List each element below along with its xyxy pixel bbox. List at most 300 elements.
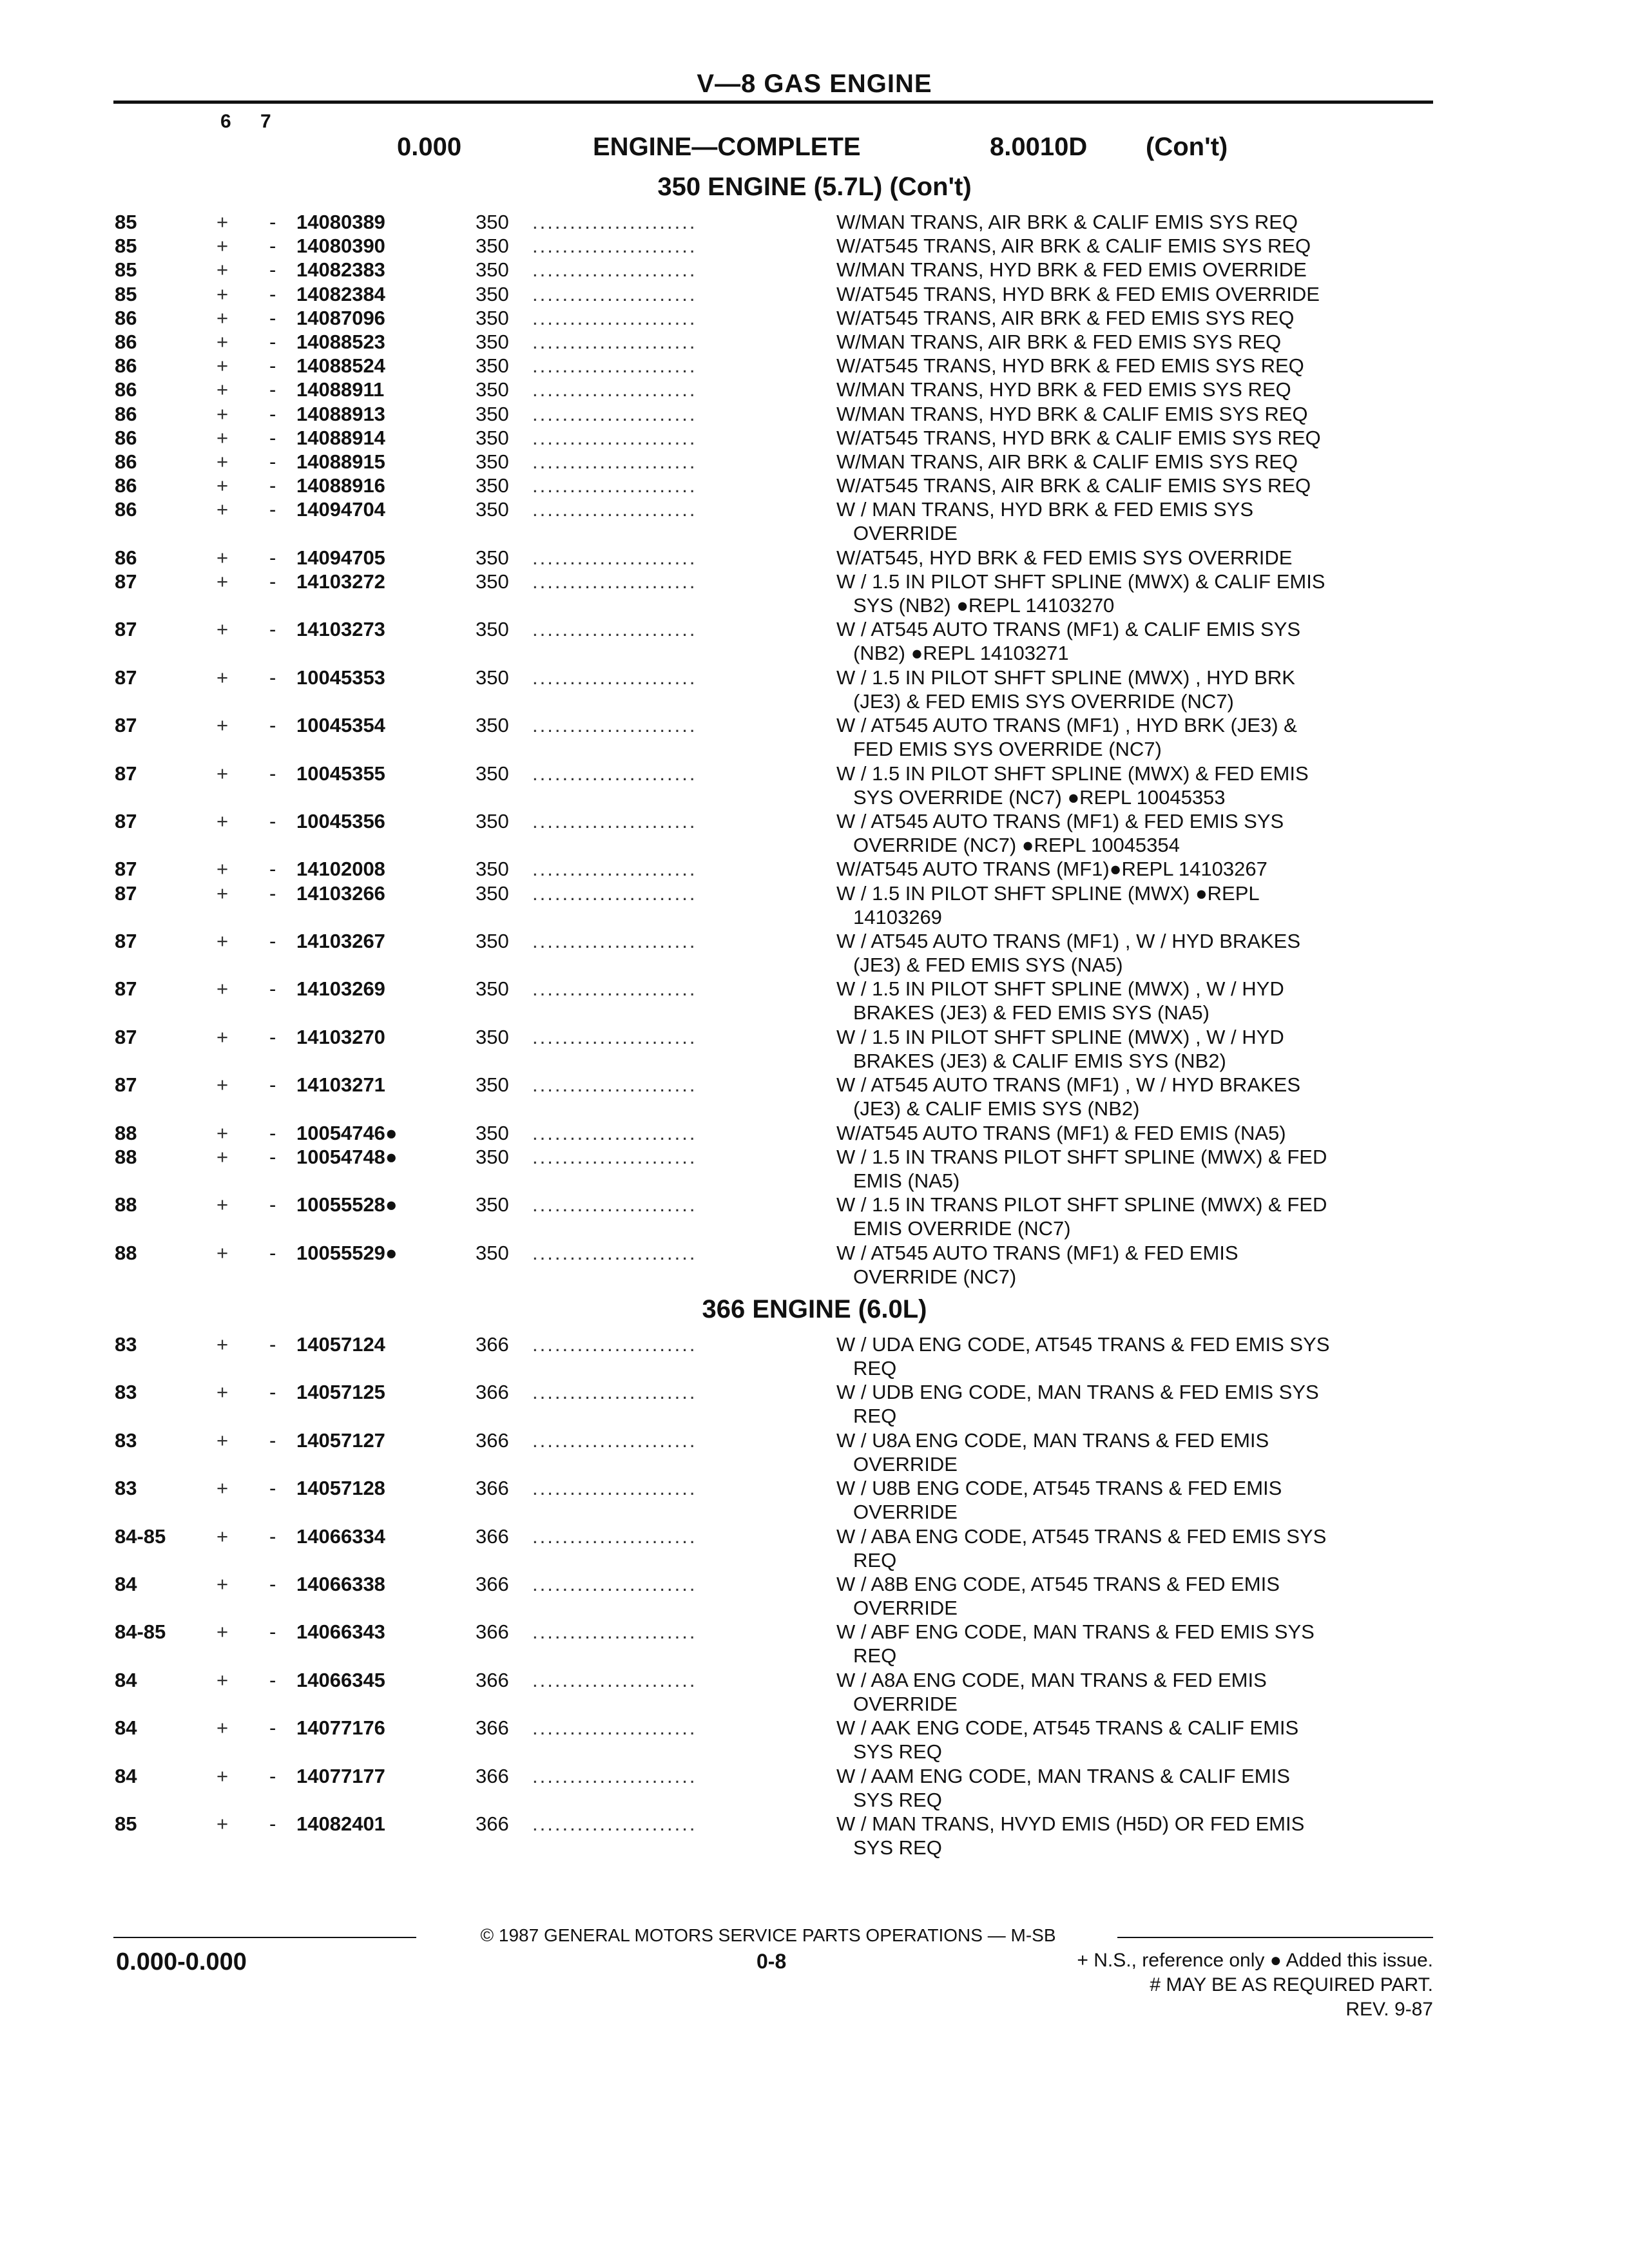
- engine-size: 350: [476, 1025, 509, 1048]
- dash: -: [269, 1524, 276, 1548]
- description-line-2: OVERRIDE: [853, 1597, 958, 1619]
- model-year: 88: [115, 1121, 137, 1144]
- description-line-1: W / ABA ENG CODE, AT545 TRANS & FED EMIS SYS: [836, 1524, 1327, 1548]
- part-number: 10054748●: [296, 1145, 398, 1168]
- description: [836, 258, 1436, 282]
- engine-size: 350: [476, 211, 509, 233]
- reference-mark: +: [217, 1121, 229, 1144]
- description-line-1: W / U8B ENG CODE, AT545 TRANS & FED EMIS: [836, 1477, 1282, 1500]
- part-number: 14088523: [296, 331, 385, 353]
- parts-row: [0, 666, 1629, 713]
- leader-dots: ......................: [532, 235, 697, 258]
- dash: -: [269, 474, 276, 497]
- group-name: ENGINE—COMPLETE: [593, 133, 861, 161]
- description-line-1: W/MAN TRANS, AIR BRK & CALIF EMIS SYS REQ: [836, 450, 1298, 473]
- parts-row: [0, 1524, 1629, 1572]
- leader-dots: ......................: [532, 858, 697, 881]
- dash: -: [269, 354, 276, 378]
- description: [836, 306, 1436, 330]
- description: [836, 1121, 1436, 1145]
- dash: -: [269, 810, 276, 832]
- leader-dots: ......................: [532, 426, 697, 449]
- part-number: 14103271: [296, 1073, 385, 1097]
- engine-size: 366: [476, 1381, 509, 1404]
- part-number: 10045353: [296, 666, 385, 689]
- dash: -: [269, 378, 276, 401]
- description-line-2: SYS REQ: [853, 1788, 942, 1811]
- part-number: 14088913: [296, 402, 385, 425]
- leader-dots: ......................: [532, 1764, 697, 1787]
- parts-row: [0, 1668, 1629, 1716]
- leader-dots: ......................: [532, 498, 697, 521]
- leader-dots: ......................: [532, 474, 697, 497]
- model-year: 86: [115, 450, 137, 473]
- dash: -: [269, 1428, 276, 1452]
- reference-mark: +: [217, 714, 229, 737]
- description-line-2: OVERRIDE: [853, 1501, 958, 1524]
- part-number: 14057125: [296, 1381, 385, 1404]
- column-number-6: 6: [220, 111, 231, 132]
- engine-size: 350: [476, 282, 509, 305]
- engine-size: 350: [476, 354, 509, 378]
- dash: -: [269, 450, 276, 473]
- dash: -: [269, 666, 276, 689]
- description: [836, 1145, 1436, 1193]
- description: [836, 570, 1436, 617]
- description-line-1: W / ABF ENG CODE, MAN TRANS & FED EMIS SYS: [836, 1620, 1315, 1644]
- description: [836, 546, 1436, 570]
- model-year: 83: [115, 1381, 137, 1404]
- leader-dots: ......................: [532, 1073, 697, 1097]
- model-year: 86: [115, 402, 137, 425]
- description-line-1: W / 1.5 IN PILOT SHFT SPLINE (MWX) & FED EMIS: [836, 762, 1309, 785]
- leader-dots: ......................: [532, 1477, 697, 1500]
- reference-mark: +: [217, 306, 229, 329]
- part-number: 14080389: [296, 211, 385, 233]
- dash: -: [269, 1716, 276, 1740]
- reference-mark: +: [217, 354, 229, 378]
- description-line-2: BRAKES (JE3) & FED EMIS SYS (NA5): [853, 1001, 1210, 1024]
- parts-row: [0, 1380, 1629, 1428]
- engine-size: 366: [476, 1668, 509, 1691]
- footer-note-required: # MAY BE AS REQUIRED PART.: [1150, 1974, 1433, 1995]
- description-line-1: W / AT545 AUTO TRANS (MF1) & CALIF EMIS SYS: [836, 618, 1301, 641]
- model-year: 87: [115, 570, 137, 593]
- description-line-2: REQ: [853, 1548, 897, 1571]
- reference-mark: +: [217, 1524, 229, 1548]
- parts-row: [0, 1193, 1629, 1240]
- catalog-number: 8.0010D: [990, 133, 1088, 161]
- leader-dots: ......................: [532, 331, 697, 353]
- parts-row: [0, 762, 1629, 809]
- engine-size: 366: [476, 1524, 509, 1548]
- model-year: 87: [115, 930, 137, 952]
- model-year: 84-85: [115, 1620, 166, 1644]
- reference-mark: +: [217, 282, 229, 305]
- description-line-2: SYS OVERRIDE (NC7) ●REPL 10045353: [853, 785, 1226, 809]
- description: [836, 1380, 1436, 1428]
- description-line-1: W / A8B ENG CODE, AT545 TRANS & FED EMIS: [836, 1573, 1280, 1595]
- description: [836, 1476, 1436, 1524]
- description: [836, 617, 1436, 665]
- leader-dots: ......................: [532, 618, 697, 641]
- model-year: 86: [115, 354, 137, 378]
- description-line-2: SYS REQ: [853, 1740, 942, 1763]
- parts-row: [0, 1476, 1629, 1524]
- leader-dots: ......................: [532, 1668, 697, 1691]
- engine-size: 350: [476, 331, 509, 353]
- description-line-1: W/MAN TRANS, AIR BRK & FED EMIS SYS REQ: [836, 331, 1282, 353]
- part-number: 10055528●: [296, 1193, 398, 1216]
- footer-note-reference: + N.S., reference only ● Added this issue.: [1077, 1950, 1433, 1971]
- part-number: 14066343: [296, 1620, 385, 1644]
- reference-mark: +: [217, 930, 229, 952]
- model-year: 85: [115, 235, 137, 258]
- description-line-1: W / AT545 AUTO TRANS (MF1) , HYD BRK (JE3) &: [836, 714, 1297, 737]
- reference-mark: +: [217, 211, 229, 233]
- reference-mark: +: [217, 498, 229, 521]
- model-year: 85: [115, 211, 137, 233]
- reference-mark: +: [217, 977, 229, 1001]
- description: [836, 282, 1436, 306]
- dash: -: [269, 1193, 276, 1216]
- dash: -: [269, 977, 276, 1001]
- description: [836, 1193, 1436, 1240]
- part-number: 14082384: [296, 282, 385, 305]
- part-number: 14094704: [296, 498, 385, 521]
- description-line-1: W / AT545 AUTO TRANS (MF1) , W / HYD BRAKES: [836, 930, 1301, 952]
- page-title: V—8 GAS ENGINE: [697, 70, 932, 98]
- leader-dots: ......................: [532, 1812, 697, 1835]
- leader-dots: ......................: [532, 762, 697, 785]
- description: [836, 354, 1436, 378]
- description-line-2: SYS (NB2) ●REPL 14103270: [853, 594, 1115, 617]
- description-line-1: W / 1.5 IN PILOT SHFT SPLINE (MWX) ●REPL: [836, 881, 1260, 905]
- description: [836, 666, 1436, 713]
- model-year: 88: [115, 1241, 137, 1264]
- description-line-2: SYS REQ: [853, 1836, 942, 1859]
- description-line-1: W / AAM ENG CODE, MAN TRANS & CALIF EMIS: [836, 1764, 1290, 1787]
- parts-row: [0, 1073, 1629, 1120]
- dash: -: [269, 881, 276, 905]
- reference-mark: +: [217, 474, 229, 497]
- parts-row: [0, 1332, 1629, 1380]
- engine-size: 350: [476, 402, 509, 425]
- dash: -: [269, 1668, 276, 1691]
- description-line-1: W / AT545 AUTO TRANS (MF1) & FED EMIS SYS: [836, 810, 1284, 832]
- part-number: 14077177: [296, 1764, 385, 1787]
- part-number: 14082401: [296, 1812, 385, 1835]
- dash: -: [269, 426, 276, 449]
- model-year: 83: [115, 1477, 137, 1500]
- description: [836, 402, 1436, 426]
- description-line-2: REQ: [853, 1357, 897, 1379]
- reference-mark: +: [217, 331, 229, 353]
- engine-size: 350: [476, 498, 509, 521]
- part-number: 10045355: [296, 762, 385, 785]
- model-year: 86: [115, 306, 137, 329]
- leader-dots: ......................: [532, 1573, 697, 1595]
- part-number: 14057124: [296, 1333, 385, 1356]
- dash: -: [269, 211, 276, 233]
- part-number: 14088914: [296, 426, 385, 449]
- engine-size: 350: [476, 474, 509, 497]
- dash: -: [269, 1812, 276, 1835]
- leader-dots: ......................: [532, 570, 697, 593]
- model-year: 84: [115, 1716, 137, 1740]
- reference-mark: +: [217, 1573, 229, 1595]
- engine-size: 350: [476, 1241, 509, 1264]
- leader-dots: ......................: [532, 1333, 697, 1356]
- engine-size: 350: [476, 930, 509, 952]
- description-line-1: W / AAK ENG CODE, AT545 TRANS & CALIF EMIS: [836, 1716, 1299, 1740]
- dash: -: [269, 1121, 276, 1144]
- reference-mark: +: [217, 1716, 229, 1740]
- dash: -: [269, 1573, 276, 1595]
- reference-mark: +: [217, 1025, 229, 1048]
- dash: -: [269, 930, 276, 952]
- parts-row: [0, 1812, 1629, 1860]
- model-year: 84: [115, 1764, 137, 1787]
- leader-dots: ......................: [532, 666, 697, 689]
- model-year: 84-85: [115, 1524, 166, 1548]
- reference-mark: +: [217, 666, 229, 689]
- description-line-1: W / MAN TRANS, HYD BRK & FED EMIS SYS: [836, 498, 1254, 521]
- engine-size: 350: [476, 306, 509, 329]
- parts-row: [0, 1572, 1629, 1620]
- dash: -: [269, 498, 276, 521]
- description-line-1: W / AT545 AUTO TRANS (MF1) , W / HYD BRAKES: [836, 1073, 1301, 1097]
- leader-dots: ......................: [532, 282, 697, 305]
- description: [836, 713, 1436, 761]
- dash: -: [269, 762, 276, 785]
- description: [836, 210, 1436, 234]
- dash: -: [269, 714, 276, 737]
- reference-mark: +: [217, 1477, 229, 1500]
- reference-mark: +: [217, 1428, 229, 1452]
- dash: -: [269, 402, 276, 425]
- description: [836, 474, 1436, 497]
- footer-note-revision: REV. 9-87: [1345, 1999, 1433, 2020]
- dash: -: [269, 258, 276, 282]
- reference-mark: +: [217, 1145, 229, 1168]
- description-line-2: REQ: [853, 1405, 897, 1428]
- description-line-1: W/MAN TRANS, HYD BRK & CALIF EMIS SYS REQ: [836, 402, 1308, 425]
- reference-mark: +: [217, 858, 229, 881]
- engine-size: 350: [476, 1145, 509, 1168]
- model-year: 86: [115, 426, 137, 449]
- parts-row: [0, 1145, 1629, 1193]
- part-number: 14088911: [296, 378, 385, 401]
- parts-row: [0, 1620, 1629, 1667]
- leader-dots: ......................: [532, 306, 697, 329]
- part-number: 14103269: [296, 977, 385, 1001]
- description-line-1: W / UDA ENG CODE, AT545 TRANS & FED EMIS SYS: [836, 1333, 1330, 1356]
- description-line-2: (JE3) & FED EMIS SYS OVERRIDE (NC7): [853, 689, 1234, 713]
- parts-row: [0, 1241, 1629, 1289]
- engine-size: 350: [476, 881, 509, 905]
- engine-size: 366: [476, 1428, 509, 1452]
- section-title: 366 ENGINE (6.0L): [702, 1295, 927, 1323]
- dash: -: [269, 1025, 276, 1048]
- leader-dots: ......................: [532, 1025, 697, 1048]
- reference-mark: +: [217, 258, 229, 282]
- model-year: 86: [115, 474, 137, 497]
- reference-mark: +: [217, 881, 229, 905]
- part-number: 14080390: [296, 235, 385, 258]
- parts-row: [0, 497, 1629, 545]
- description-line-1: W / U8A ENG CODE, MAN TRANS & FED EMIS: [836, 1428, 1269, 1452]
- model-year: 87: [115, 881, 137, 905]
- engine-size: 350: [476, 1193, 509, 1216]
- description: [836, 1668, 1436, 1716]
- engine-size: 366: [476, 1620, 509, 1644]
- part-number: 14066345: [296, 1668, 385, 1691]
- description-line-1: W/AT545, HYD BRK & FED EMIS SYS OVERRIDE: [836, 546, 1293, 569]
- engine-size: 350: [476, 810, 509, 832]
- model-year: 85: [115, 282, 137, 305]
- description-line-2: OVERRIDE: [853, 1452, 958, 1475]
- leader-dots: ......................: [532, 1145, 697, 1168]
- footer-copyright: © 1987 GENERAL MOTORS SERVICE PARTS OPERATIONS — M-SB: [480, 1925, 1056, 1945]
- reference-mark: +: [217, 1241, 229, 1264]
- parts-row: [0, 617, 1629, 665]
- reference-mark: +: [217, 1668, 229, 1691]
- dash: -: [269, 1620, 276, 1644]
- leader-dots: ......................: [532, 1241, 697, 1264]
- engine-size: 350: [476, 977, 509, 1001]
- description-line-2: (NB2) ●REPL 14103271: [853, 642, 1069, 665]
- part-number: 10054746●: [296, 1121, 398, 1144]
- part-number: 14088915: [296, 450, 385, 473]
- description: [836, 762, 1436, 809]
- engine-size: 350: [476, 450, 509, 473]
- description-line-1: W/MAN TRANS, AIR BRK & CALIF EMIS SYS REQ: [836, 211, 1298, 233]
- group-code: 0.000: [397, 133, 462, 161]
- description: [836, 1428, 1436, 1476]
- model-year: 87: [115, 810, 137, 832]
- parts-row: [0, 713, 1629, 761]
- part-number: 10045356: [296, 810, 385, 832]
- model-year: 84: [115, 1668, 137, 1691]
- description: [836, 450, 1436, 474]
- leader-dots: ......................: [532, 1428, 697, 1452]
- description: [836, 857, 1436, 881]
- model-year: 83: [115, 1333, 137, 1356]
- description-line-2: BRAKES (JE3) & CALIF EMIS SYS (NB2): [853, 1049, 1226, 1072]
- part-number: 10045354: [296, 714, 385, 737]
- parts-row: [0, 809, 1629, 857]
- dash: -: [269, 1764, 276, 1787]
- model-year: 87: [115, 858, 137, 881]
- dash: -: [269, 570, 276, 593]
- leader-dots: ......................: [532, 977, 697, 1001]
- dash: -: [269, 546, 276, 569]
- leader-dots: ......................: [532, 714, 697, 737]
- engine-size: 350: [476, 570, 509, 593]
- description: [836, 1716, 1436, 1763]
- dash: -: [269, 1145, 276, 1168]
- engine-size: 366: [476, 1764, 509, 1787]
- footer-rule-left: [113, 1937, 416, 1938]
- parts-row: [0, 570, 1629, 617]
- reference-mark: +: [217, 810, 229, 832]
- model-year: 87: [115, 666, 137, 689]
- engine-size: 350: [476, 714, 509, 737]
- engine-size: 350: [476, 426, 509, 449]
- dash: -: [269, 618, 276, 641]
- parts-row: [0, 1764, 1629, 1812]
- part-number: 14103272: [296, 570, 385, 593]
- dash: -: [269, 306, 276, 329]
- description: [836, 977, 1436, 1024]
- engine-size: 350: [476, 666, 509, 689]
- model-year: 85: [115, 1812, 137, 1835]
- leader-dots: ......................: [532, 211, 697, 233]
- model-year: 86: [115, 498, 137, 521]
- description-line-1: W / 1.5 IN PILOT SHFT SPLINE (MWX) & CALIF EMIS: [836, 570, 1325, 593]
- dash: -: [269, 858, 276, 881]
- leader-dots: ......................: [532, 354, 697, 378]
- model-year: 84: [115, 1573, 137, 1595]
- model-year: 87: [115, 618, 137, 641]
- description-line-2: REQ: [853, 1644, 897, 1667]
- engine-size: 350: [476, 235, 509, 258]
- part-number: 14088524: [296, 354, 385, 378]
- description-line-1: W / 1.5 IN PILOT SHFT SPLINE (MWX) , W / HYD: [836, 977, 1284, 1001]
- description-line-1: W / 1.5 IN TRANS PILOT SHFT SPLINE (MWX) & FED: [836, 1193, 1327, 1216]
- description: [836, 426, 1436, 450]
- description: [836, 378, 1436, 401]
- leader-dots: ......................: [532, 930, 697, 952]
- description: [836, 1572, 1436, 1620]
- reference-mark: +: [217, 1381, 229, 1404]
- model-year: 87: [115, 714, 137, 737]
- footer-notes: [1077, 1948, 1433, 2022]
- description-line-1: W / 1.5 IN PILOT SHFT SPLINE (MWX) , HYD BRK: [836, 666, 1295, 689]
- dash: -: [269, 282, 276, 305]
- dash: -: [269, 235, 276, 258]
- description-line-2: OVERRIDE: [853, 1692, 958, 1715]
- part-number: 14057127: [296, 1428, 385, 1452]
- leader-dots: ......................: [532, 810, 697, 832]
- leader-dots: ......................: [532, 881, 697, 905]
- reference-mark: +: [217, 762, 229, 785]
- engine-size: 350: [476, 546, 509, 569]
- description-line-1: W/AT545 TRANS, HYD BRK & FED EMIS SYS REQ: [836, 354, 1304, 378]
- model-year: 87: [115, 977, 137, 1001]
- page-number: 0-8: [757, 1950, 787, 1973]
- title-rule: [113, 101, 1433, 104]
- model-year: 88: [115, 1145, 137, 1168]
- footer-rule-right: [1117, 1937, 1433, 1938]
- description-line-1: W/MAN TRANS, HYD BRK & FED EMIS OVERRIDE: [836, 258, 1307, 282]
- model-year: 87: [115, 1073, 137, 1097]
- description-line-2: (JE3) & CALIF EMIS SYS (NB2): [853, 1097, 1140, 1120]
- part-number: 14088916: [296, 474, 385, 497]
- dash: -: [269, 1477, 276, 1500]
- leader-dots: ......................: [532, 1381, 697, 1404]
- parts-row: [0, 1428, 1629, 1476]
- reference-mark: +: [217, 426, 229, 449]
- description-line-1: W/AT545 TRANS, HYD BRK & CALIF EMIS SYS REQ: [836, 426, 1321, 449]
- parts-row: [0, 929, 1629, 977]
- model-year: 86: [115, 378, 137, 401]
- description-line-2: FED EMIS SYS OVERRIDE (NC7): [853, 738, 1162, 761]
- engine-size: 350: [476, 858, 509, 881]
- engine-size: 350: [476, 762, 509, 785]
- parts-row: [0, 1716, 1629, 1763]
